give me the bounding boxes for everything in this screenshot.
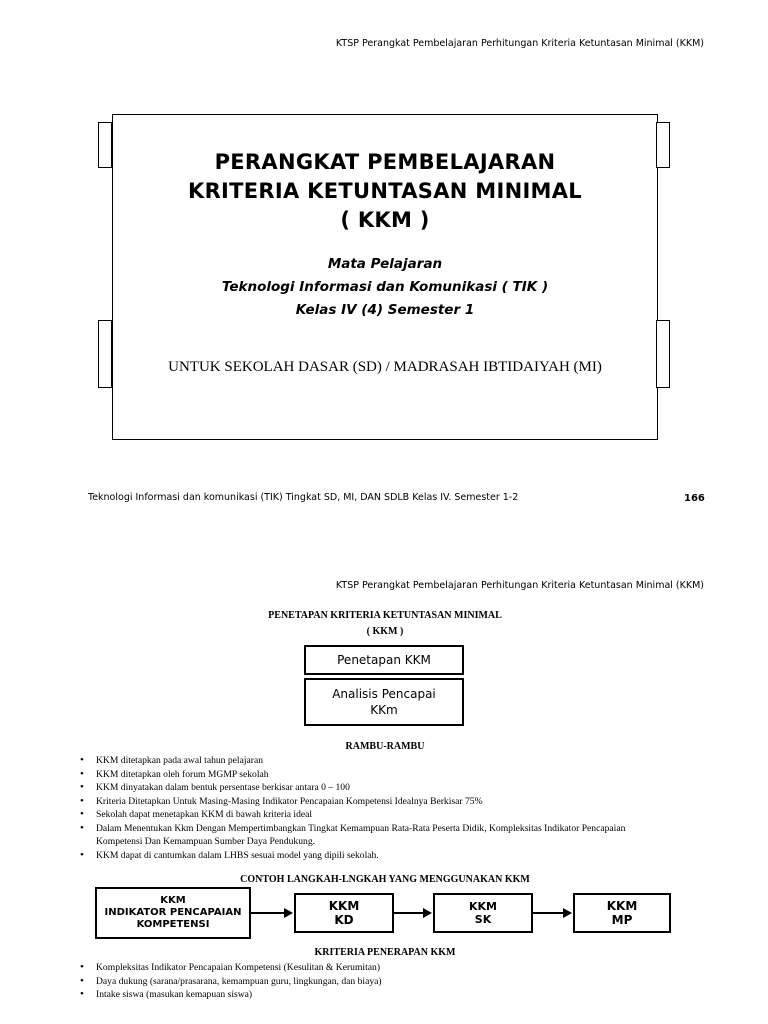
frame-corner-tab	[98, 320, 112, 388]
flow-box-line: KKM	[469, 900, 497, 913]
flow-arrow	[251, 912, 285, 914]
cover-title-line: ( KKM )	[340, 208, 430, 232]
flow-box-kd	[294, 893, 394, 933]
list-item: • Kompleksitas Indikator Pencapaian Kompetensi (Kesulitan & Kerumitan)	[78, 961, 670, 975]
list-item: • Daya dukung (sarana/prasarana, kemampuan guru, lingkungan, dan biaya)	[78, 975, 670, 989]
list-item: • KKM ditetapkan oleh forum MGMP sekolah	[78, 768, 670, 782]
flow-box-line: SK	[474, 913, 492, 926]
arrow-right-icon	[284, 908, 293, 918]
cover-title	[112, 148, 658, 235]
flow-arrow	[533, 912, 564, 914]
kriteria-title: KRITERIA PENERAPAN KKM	[314, 947, 456, 958]
section-title: PENETAPAN KRITERIA KETUNTASAN MINIMAL	[268, 610, 502, 621]
cover-subtitle-line: Mata Pelajaran	[327, 256, 443, 272]
flow-box-line: KKM	[606, 899, 638, 913]
page-header: KTSP Perangkat Pembelajaran Perhitungan Kriteria Ketuntasan Minimal (KKM)	[335, 38, 704, 49]
cover-subtitle	[112, 253, 658, 322]
frame-corner-tab	[656, 320, 670, 388]
contoh-title: CONTOH LANGKAH-LNGKAH YANG MENGGUNAKAN KKM	[240, 874, 530, 885]
list-item: • Intake siswa (masukan kemapuan siswa)	[78, 988, 670, 1002]
flow-box-line: KKM	[328, 899, 360, 913]
frame-corner-tab	[98, 122, 112, 168]
box-label-line: Analisis Pencapai	[332, 687, 436, 701]
list-item: • KKM dapat di cantumkan dalam LHBS sesuai model yang dipili sekolah.	[78, 849, 670, 863]
flow-box-line: KD	[334, 913, 354, 927]
flow-box-sk	[433, 893, 533, 933]
rambu-list	[78, 754, 670, 862]
list-item: • KKM ditetapkan pada awal tahun pelajaran	[78, 754, 670, 768]
box-label: Penetapan KKM	[337, 653, 431, 667]
cover-subtitle-line: Kelas IV (4) Semester 1	[295, 302, 475, 318]
cover-title-line: KRITERIA KETUNTASAN MINIMAL	[188, 179, 582, 203]
list-item: • Sekolah dapat menetapkan KKM di bawah kriteria ideal	[78, 808, 670, 822]
analisis-pencapai-box	[304, 678, 464, 726]
penetapan-kkm-box	[304, 645, 464, 675]
page-header: KTSP Perangkat Pembelajaran Perhitungan Kriteria Ketuntasan Minimal (KKM)	[335, 580, 704, 591]
list-item: • Kriteria Ditetapkan Untuk Masing-Masing Indikator Pencapaian Kompetensi Idealnya Berkisar 75%	[78, 795, 670, 809]
cover-title-line: PERANGKAT PEMBELAJARAN	[214, 150, 556, 174]
arrow-right-icon	[563, 908, 572, 918]
frame-corner-tab	[656, 122, 670, 168]
flow-box-line: KKM	[160, 895, 186, 906]
flow-box-mp	[573, 893, 671, 933]
flow-box-line: KOMPETENSI	[136, 919, 210, 930]
flow-box-line: INDIKATOR PENCAPAIAN	[104, 907, 242, 918]
school-level: UNTUK SEKOLAH DASAR (SD) / MADRASAH IBTIDAIYAH (MI)	[168, 359, 602, 375]
box-label-line: KKm	[370, 703, 398, 717]
section-subtitle: ( KKM )	[366, 626, 404, 637]
flow-box-indikator	[95, 887, 251, 939]
page-footer: Teknologi Informasi dan komunikasi (TIK) Tingkat SD, MI, DAN SDLB Kelas IV. Semester 1-2	[88, 492, 519, 503]
arrow-right-icon	[423, 908, 432, 918]
cover-subtitle-line: Teknologi Informasi dan Komunikasi ( TIK )	[221, 279, 549, 295]
list-item: • Dalam Menentukan Kkm Dengan Mempertimbangkan Tingkat Kemampuan Rata-Rata Peserta Didik, Kompleksitas Indikator Pencapaian Kompetensi Dan Kemampuan Sumber Daya Pendukung.	[78, 822, 670, 849]
kriteria-list	[78, 961, 670, 1002]
list-item: • KKM dinyatakan dalam bentuk persentase berkisar antara 0 – 100	[78, 781, 670, 795]
flow-box-line: MP	[611, 913, 633, 927]
flow-arrow	[394, 912, 424, 914]
rambu-title: RAMBU-RAMBU	[345, 741, 425, 752]
page-number: 166	[684, 493, 705, 504]
